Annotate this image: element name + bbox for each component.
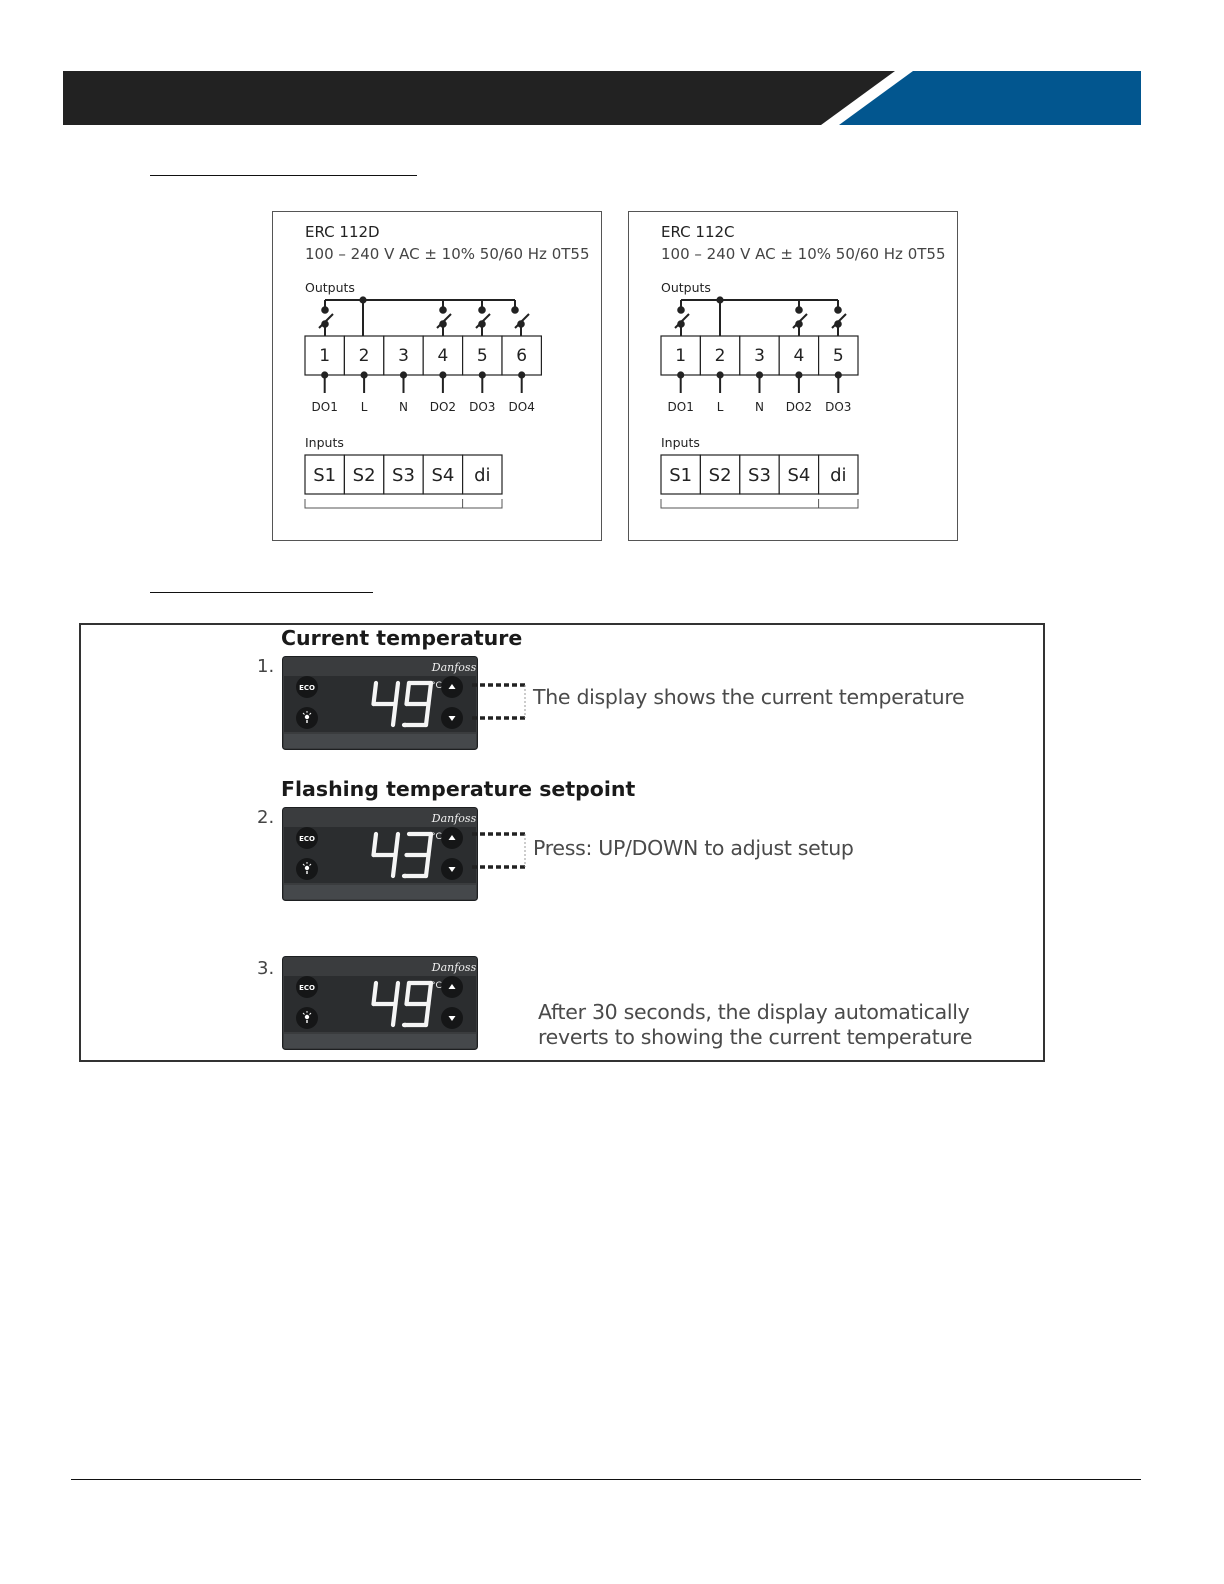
terminal-1: 1 <box>675 346 687 366</box>
eco-label: ECO <box>299 684 315 692</box>
terminal-5: 5 <box>832 346 844 366</box>
step-1-heading: Current temperature <box>281 626 523 650</box>
input-di: di <box>474 465 491 486</box>
input-di: di <box>830 465 847 486</box>
footer-rule <box>71 1479 1141 1480</box>
inputs-label: Inputs <box>661 435 700 450</box>
terminal-3: 3 <box>398 346 409 366</box>
output-terminal-block <box>305 336 541 375</box>
eco-label: ECO <box>299 835 315 843</box>
terminal-label-n: N <box>755 400 764 414</box>
terminal-1: 1 <box>319 346 331 366</box>
input-s4: S4 <box>787 465 811 486</box>
input-s4: S4 <box>431 465 455 486</box>
input-s2: S2 <box>708 465 732 486</box>
terminal-4: 4 <box>793 346 805 366</box>
terminal-label-do2: DO2 <box>785 400 813 414</box>
terminal-label-l: L <box>716 400 724 414</box>
terminal-6: 6 <box>516 346 528 366</box>
step-2-leader-lines <box>472 831 532 873</box>
power-spec: 100 – 240 V AC ± 10% 50/60 Hz 0T55 <box>661 245 946 263</box>
step-1-description: The display shows the current temperature <box>533 685 965 709</box>
terminal-label-do3: DO3 <box>469 400 496 414</box>
controller-display-step-3 <box>282 956 478 1050</box>
unit-label: °C <box>431 832 442 842</box>
terminal-2: 2 <box>358 346 370 366</box>
output-switch-network <box>319 297 529 336</box>
terminal-4: 4 <box>437 346 449 366</box>
input-brackets <box>661 499 858 508</box>
decimal-point <box>403 874 407 878</box>
terminal-label-do1: DO1 <box>667 400 694 414</box>
wiring-panel-erc112c <box>628 211 958 541</box>
terminal-label-do3: DO3 <box>825 400 852 414</box>
header-banner-dark <box>63 71 895 125</box>
model-name: ERC 112C <box>661 223 735 241</box>
terminal-label-do2: DO2 <box>429 400 457 414</box>
step-3-number: 3. <box>257 958 275 979</box>
terminal-label-n: N <box>399 400 408 414</box>
terminal-label-do4: DO4 <box>508 400 535 414</box>
step-2-description: Press: UP/DOWN to adjust setup <box>533 836 854 860</box>
brand-logo: Danfoss <box>431 812 477 825</box>
step-1-number: 1. <box>257 656 275 677</box>
section-rule-wiring <box>150 175 417 176</box>
step-2-heading: Flashing temperature setpoint <box>281 777 636 801</box>
terminal-label-do1: DO1 <box>311 400 338 414</box>
terminal-3: 3 <box>754 346 765 366</box>
terminal-2: 2 <box>714 346 726 366</box>
unit-label: °C <box>431 681 442 691</box>
input-brackets <box>305 499 502 508</box>
section-rule-display <box>150 592 373 593</box>
header-banner-accent <box>839 71 1141 125</box>
terminal-5: 5 <box>476 346 488 366</box>
input-s3: S3 <box>392 465 415 486</box>
wiring-panel-erc112d <box>272 211 602 541</box>
header-banner <box>63 71 1141 125</box>
outputs-label: Outputs <box>305 280 355 295</box>
terminal-label-l: L <box>360 400 368 414</box>
step-2-number: 2. <box>257 807 275 828</box>
controller-display-step-2 <box>282 807 478 901</box>
decimal-point <box>403 1023 407 1027</box>
outputs-label: Outputs <box>661 280 711 295</box>
inputs-label: Inputs <box>305 435 344 450</box>
brand-logo: Danfoss <box>431 961 477 974</box>
unit-label: °C <box>431 981 442 991</box>
step-3-description-line-1: After 30 seconds, the display automatically <box>538 1000 970 1024</box>
eco-label: ECO <box>299 984 315 992</box>
input-s1: S1 <box>313 465 337 486</box>
input-s2: S2 <box>352 465 376 486</box>
input-s3: S3 <box>748 465 771 486</box>
step-3-description-line-2: reverts to showing the current temperature <box>538 1025 973 1049</box>
power-spec: 100 – 240 V AC ± 10% 50/60 Hz 0T55 <box>305 245 590 263</box>
model-name: ERC 112D <box>305 223 380 241</box>
decimal-point <box>403 723 407 727</box>
output-switch-network <box>675 297 846 336</box>
step-1-leader-lines <box>472 682 532 724</box>
controller-display-step-1 <box>282 656 478 750</box>
input-s1: S1 <box>669 465 693 486</box>
brand-logo: Danfoss <box>431 661 477 674</box>
